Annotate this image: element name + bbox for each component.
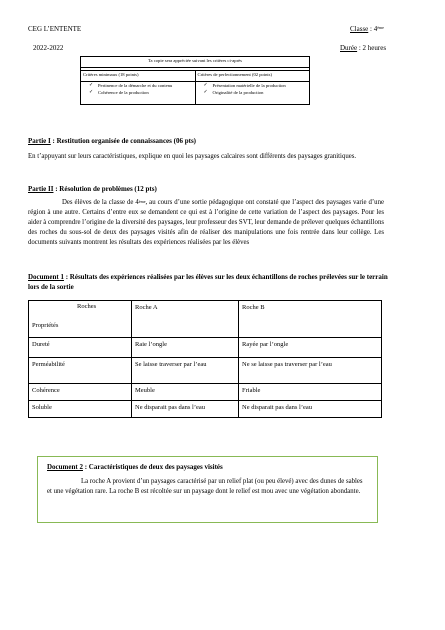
doc1-title: Document 1 : Résultats des expériences réalisées par les élèves sur les deux échantillons de roches prélevées sur le terrain lors de la sortie [28,273,388,291]
table-cell-b: Ne disparait pas dans l’eau [239,401,382,418]
table-row-prop: Cohérence [29,384,132,401]
class-info [350,24,384,34]
table-cell-b: Rayée par l’ongle [239,338,382,358]
table-row-prop: Dureté [29,338,132,358]
duration-label: Durée [340,44,358,52]
criteria-perf-item: ✓ Présentation matérielle de la production [203,83,286,88]
corner-cell [29,301,132,338]
table-cell-a: Meuble [132,384,239,401]
corner-top-label: Roches [77,303,97,310]
criteria-perf-header: Critères de perfectionnement (02 points) [195,71,310,82]
duration-value: : 2 heures [357,44,387,52]
table-cell-b: Ne se laisse pas traverser par l’eau [239,358,382,384]
table-row-prop: Perméabilité [29,358,132,384]
criteria-min-cell [81,82,196,105]
criteria-min-header: Critères minimaux (18 points) [81,71,196,82]
corner-bottom-label: Propriétés [32,322,59,329]
doc2-text: La roche A provient d’un paysages caractérisé par un relief plat (ou peu élevé) avec des dunes de sables et une végétation rare. La roche B est récoltée sur un paysage dont le relief est mou avec une végétation abondante. [47,478,363,495]
class-value: : 4 [368,25,378,33]
doc2-title: Document 2 : Caractéristiques de deux des paysages visités [47,463,223,471]
table-cell-a: Se laisse traverser par l’eau [132,358,239,384]
checkmark-icon: ✓ [89,83,94,88]
part2-text: Des élèves de la classe de 4ème, au cours d’une sortie pédagogique ont constaté que l’aspect des paysages varie d’une région à une autre. Certains d’entre eux se demandent ce qui est à l’origine de cette variation de l’aspect des paysages. Pour les aider à comprendre l’origine de la diversité des paysages, leur professeur des SVT, leur demande de prélever quelques échantillons des roches du sous-sol de deux des paysages visités afin de réaliser des manipulations une fois rentrée dans leur collège. Les documents suivants montrent les résultats des expériences réalisées par les élèves [28,199,384,246]
results-table [28,300,382,418]
part1-title: Partie I : Restitution organisée de connaissances (06 pts) [28,137,196,145]
checkmark-icon: ✓ [89,89,94,95]
header-roche-a: Roche A [132,301,239,338]
checkmark-icon: ✓ [203,83,208,88]
table-row-prop: Soluble [29,401,132,418]
part2-title: Partie II : Résolution de problèmes (12 pts) [28,185,157,193]
criteria-perf-cell [195,82,310,105]
school-name: CEG L’ENTENTE [28,25,82,33]
criteria-perf-item: ✓ Originalité de la production [203,89,264,95]
checkmark-icon: ✓ [203,89,208,95]
class-label: Classe [350,25,369,33]
duration-info [340,43,386,53]
table-cell-a: Raie l’ongle [132,338,239,358]
criteria-table [80,56,310,105]
school-year: 2022-2022 [33,44,64,52]
part1-text: En t’appuyant sur leurs caractéristiques, explique en quoi les paysages calcaires sont différents des paysages granitiques. [28,153,357,160]
header-roche-b: Roche B [239,301,382,338]
doc2-box [37,456,378,523]
criteria-min-item: ✓ Pertinence de la démarche et du contenu [89,83,173,88]
table-cell-b: Friable [239,384,382,401]
criteria-title: Ta copie sera appréciée suivant les critères ci-après [81,57,310,68]
table-cell-a: Ne disparait pas dans l’eau [132,401,239,418]
class-sup: ème [377,25,384,30]
criteria-min-item: ✓ Cohérence de la production [89,89,149,95]
